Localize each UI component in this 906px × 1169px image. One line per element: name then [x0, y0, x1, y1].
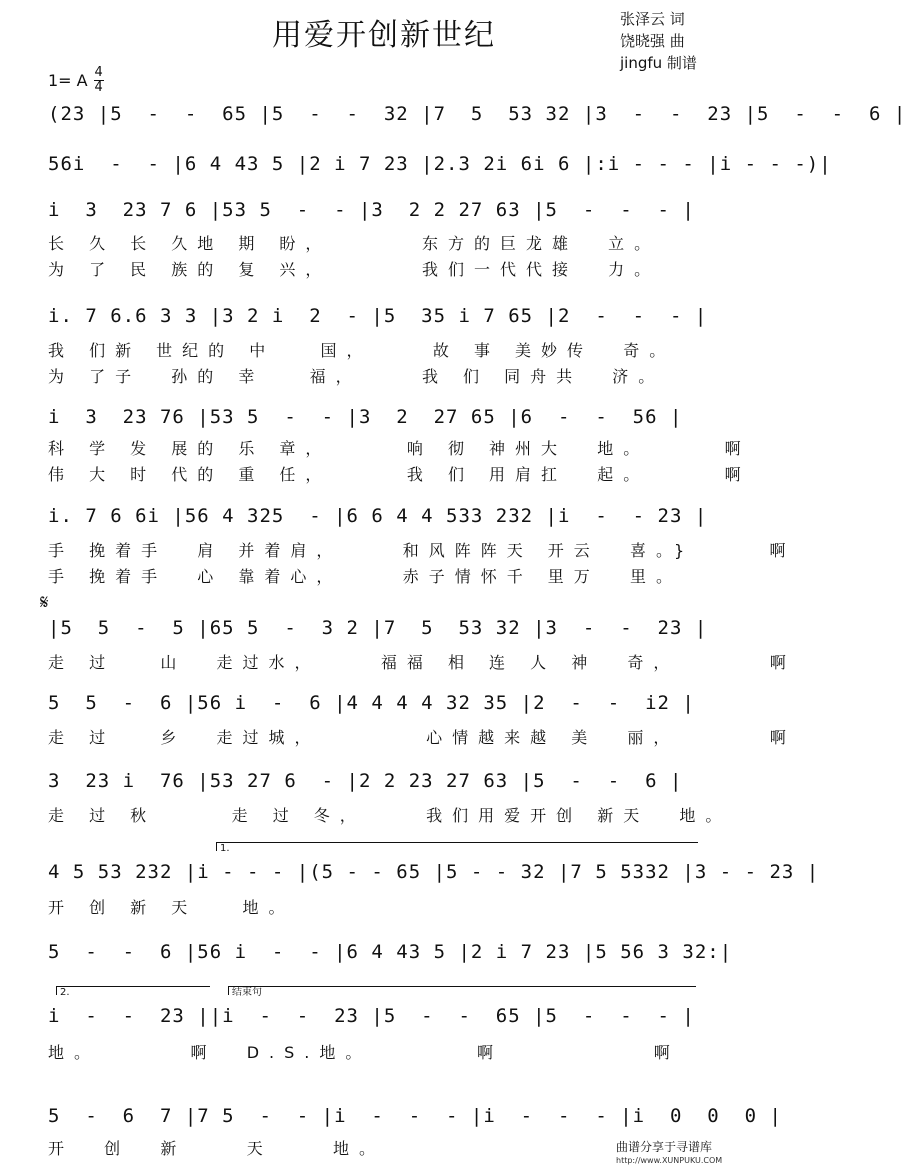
volta-1: 1. — [216, 842, 698, 851]
lyrics-row-5b: 伟 大 时 代的 重 任， 我 们 用肩扛 起。 啊 — [48, 465, 751, 484]
lyrics-row-6b: 手 挽着手 心 靠着心， 赤子情怀千 里万 里。 — [48, 567, 682, 586]
ending-bracket — [228, 986, 696, 998]
notation-row-7: |5 5 - 5 |65 5 - 3 2 |7 5 53 32 |3 - - 23 | — [48, 617, 708, 639]
notation-row-4: i. 7 6.6 3 3 |3 2 i 2 - |5 35 i 7 65 |2 - - - | — [48, 305, 708, 327]
notation-row-12: i - - 23 ||i - - 23 |5 - - 65 |5 - - - | — [48, 1005, 695, 1027]
lyrics-row-3a: 长 久 长 久地 期 盼， 东方的巨龙雄 立。 — [48, 234, 661, 253]
notation-row-10: 4 5 53 232 |i - - - |(5 - - 65 |5 - - 32 |7 5 5332 |3 - - 23 | — [48, 861, 820, 883]
footer-watermark — [616, 1140, 722, 1168]
lyrics-row-9: 走 过 秋 走 过 冬， 我们用爱开创 新天 地。 — [48, 806, 732, 825]
lyrics-row-7: 走 过 山 走过水， 福福 相 连 人 神 奇， 啊 — [48, 653, 796, 672]
lyrics-row-10: 开 创 新 天 地。 — [48, 898, 295, 917]
engraver: jingfu 制谱 — [620, 54, 697, 72]
lyrics-row-4b: 为 了子 孙的 幸 福， 我 们 同舟共 济。 — [48, 367, 665, 386]
footer-url: http://www.XUNPUKU.COM — [616, 1156, 723, 1165]
time-signature — [94, 66, 104, 95]
lyricist: 张泽云 词 — [620, 10, 685, 28]
meter-top: 4 — [94, 65, 103, 80]
volta-2: 2. — [56, 986, 210, 995]
footer-line-1: 曲谱分享于寻谱库 — [616, 1140, 713, 1154]
notation-row-6: i. 7 6 6i |56 4 325 - |6 6 4 4 533 232 |i - - 23 | — [48, 505, 708, 527]
song-title: 用爱开创新世纪 — [272, 18, 496, 53]
lyrics-row-8: 走 过 乡 走过城， 心情越来越 美 丽， 啊 — [48, 728, 796, 747]
lyrics-row-5a: 科 学 发 展的 乐 章， 响 彻 神州大 地。 啊 — [48, 439, 751, 458]
lyrics-row-3b: 为 了 民 族的 复 兴， 我们一代代接 力。 — [48, 260, 661, 279]
key-label: 1= A — [48, 71, 88, 90]
key-signature — [48, 66, 104, 95]
lyrics-row-4a: 我 们新 世纪的 中 国， 故 事 美妙传 奇。 — [48, 341, 676, 360]
notation-row-13: 5 - 6 7 |7 5 - - |i - - - |i - - - |i 0 0 0 | — [48, 1105, 782, 1127]
notation-row-11: 5 - - 6 |56 i - - |6 4 43 5 |2 i 7 23 |5 56 3 32:| — [48, 941, 733, 963]
lyrics-row-6a: 手 挽着手 肩 并着肩， 和风阵阵天 开云 喜。} 啊 — [48, 541, 796, 560]
notation-row-8: 5 5 - 6 |56 i - 6 |4 4 4 4 32 35 |2 - - i2 | — [48, 692, 695, 714]
composer: 饶晓强 曲 — [620, 32, 685, 50]
meter-bottom: 4 — [94, 80, 103, 95]
segno-sign: 𝄋 — [40, 590, 49, 614]
notation-row-2: 56i - - |6 4 43 5 |2 i 7 23 |2.3 2i 6i 6 |:i - - - |i - - -)| — [48, 153, 832, 175]
notation-row-9: 3 23 i 76 |53 27 6 - |2 2 23 27 63 |5 - - 6 | — [48, 770, 683, 792]
credits — [620, 8, 697, 74]
lyrics-row-12: 地。 啊 D.S.地。 啊 啊 — [48, 1043, 680, 1062]
lyrics-row-13: 开 创 新 天 地。 — [48, 1139, 386, 1158]
notation-row-5: i 3 23 76 |53 5 - - |3 2 27 65 |6 - - 56 | — [48, 406, 683, 428]
notation-row-1: (23 |5 - - 65 |5 - - 32 |7 5 53 32 |3 - - 23 |5 - - 6 | — [48, 103, 906, 125]
ending-label: 结束句 — [232, 987, 262, 998]
notation-row-3: i 3 23 7 6 |53 5 - - |3 2 2 27 63 |5 - - - | — [48, 199, 695, 221]
